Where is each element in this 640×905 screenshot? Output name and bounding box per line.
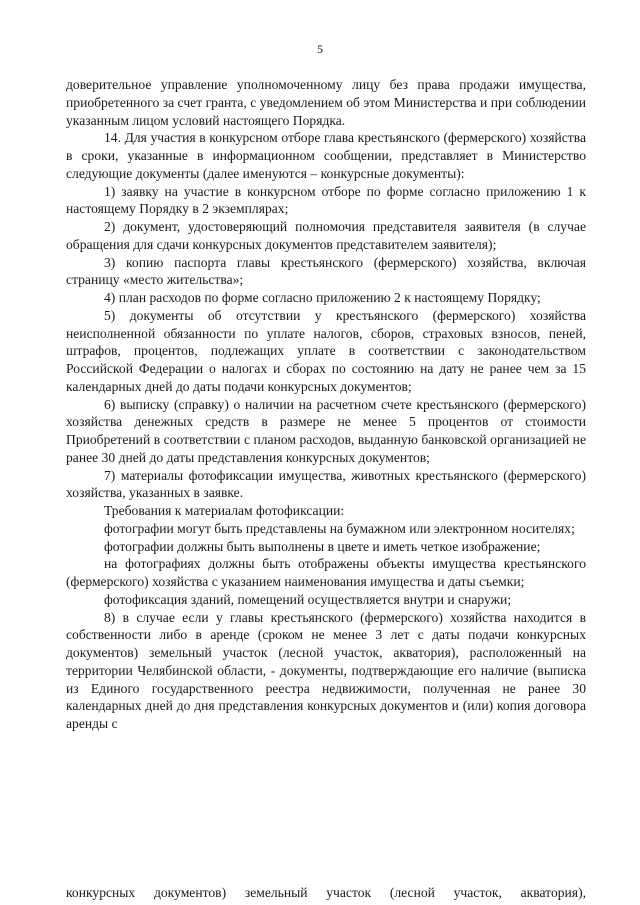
paragraph: 2) документ, удостоверяющий полномочия представителя заявителя (в случае обращения для сдачи конкурсных документов представителем заявителя); (66, 219, 586, 252)
document-body (66, 76, 586, 733)
paragraph: 4) план расходов по форме согласно приложению 2 к настоящему Порядку; (104, 290, 541, 305)
paragraph: 14. Для участия в конкурсном отборе глава крестьянского (фермерского) хозяйства в сроки, указанные в информационном сообщении, представляет в Министерство следующие документы (далее именуются – конкурсные документы): (66, 130, 586, 181)
paragraph: 8) в случае если у главы крестьянского (фермерского) хозяйства находится в собственности либо в аренде (сроком не менее 3 лет с даты подачи конкурсных документов) земельный участок (лесной участок, акватория), расположенный на территории Челябинской области, - документы, подтверждающие его наличие (выписка из Единого государственного реестра недвижимости, полученная не ранее 30 календарных дней до дня представления конкурсных документов и (или) копия договора аренды с (66, 609, 586, 731)
paragraph: фотофиксация зданий, помещений осуществляется внутри и снаружи; (104, 591, 512, 607)
paragraph: фотографии должны быть выполнены в цвете и иметь четкое изображение; (104, 538, 541, 554)
paragraph: 3) копию паспорта главы крестьянского (фермерского) хозяйства, включая страницу «место жительства»; (66, 254, 586, 288)
paragraph: на фотографиях должны быть отображены объекты имущества крестьянского (фермерского) хозяйства с указанием наименования имущества и даты съемки; (66, 556, 586, 589)
cutoff-text-line: конкурсных документов) земельный участок (лесной участок, акватория), (66, 885, 586, 900)
paragraph: доверительное управление уполномоченному лицу без права продажи имущества, приобретенного за счет гранта, с уведомлением об этом Министерства и при соблюдении указанным лицом условий настоящего Порядка. (66, 77, 586, 128)
paragraph: 6) выписку (справку) о наличии на расчетном счете крестьянского (фермерского) хозяйства денежных средств в размере не менее 5 процентов от стоимости Приобретений в соответствии с планом расходов, выданную банковской организацией не ранее 30 дней до даты представления конкурсных документов; (66, 396, 586, 465)
page-number: 5 (317, 42, 323, 56)
paragraph: 7) материалы фотофиксации имущества, животных крестьянского (фермерского) хозяйства, указанных в заявке. (66, 467, 586, 501)
paragraph: 1) заявку на участие в конкурсном отборе по форме согласно приложению 1 к настоящему Порядку в 2 экземплярах; (66, 183, 586, 217)
paragraph: Требования к материалам фотофиксации: (104, 503, 345, 518)
paragraph: фотографии могут быть представлены на бумажном или электронном носителях; (104, 520, 575, 536)
paragraph: 5) документы об отсутствии у крестьянского (фермерского) хозяйства неисполненной обязанности по уплате налогов, сборов, страховых взносов, пеней, штрафов, процентов, подлежащих уплате в соответствии с законодательством Российской Федерации о налогах и сборах по состоянию на дату не ранее чем за 15 календарных дней до даты подачи конкурсных документов; (66, 307, 586, 394)
